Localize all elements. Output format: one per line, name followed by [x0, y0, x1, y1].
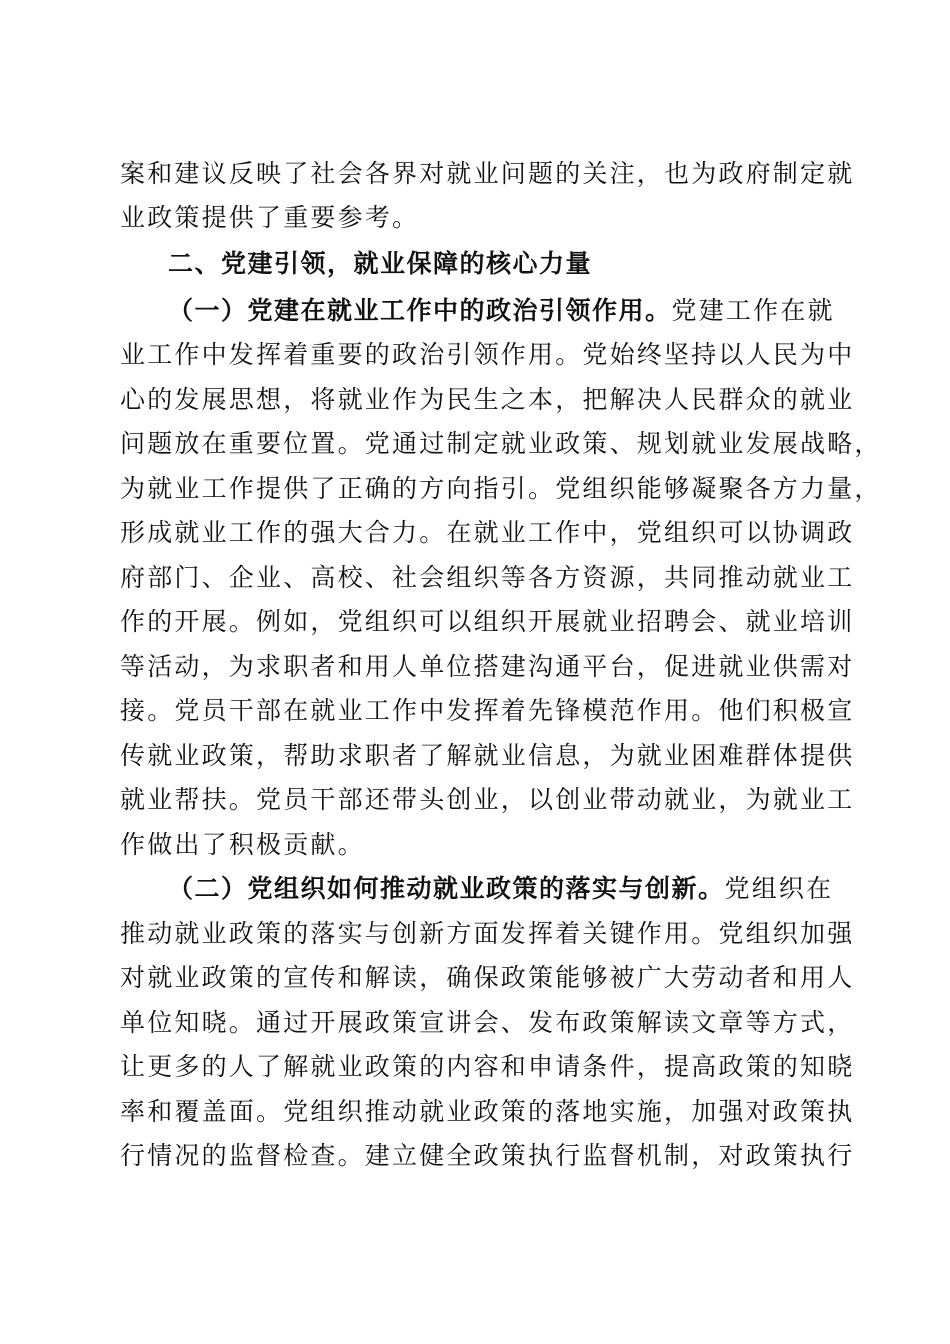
paragraph-line: 就业帮扶。党员干部还带头创业，以创业带动就业，为就业工	[120, 785, 855, 814]
paragraph-line: 行情况的监督检查。建立健全政策执行监督机制，对政策执行	[120, 1141, 855, 1170]
paragraph-text: 党建工作在就	[671, 296, 835, 325]
paragraph-line: 对就业政策的宣传和解读，确保政策能够被广大劳动者和用人	[120, 963, 855, 992]
paragraph-first-line	[168, 869, 832, 909]
paragraph-line: 作的开展。例如，党组织可以组织开展就业招聘会、就业培训	[120, 607, 855, 636]
paragraph-line: 作做出了积极贡献。	[120, 830, 365, 859]
paragraph-line: 让更多的人了解就业政策的内容和申请条件，提高政策的知晓	[120, 1052, 855, 1081]
paragraph-line: 问题放在重要位置。党通过制定就业政策、规划就业发展战略，	[120, 429, 882, 458]
paragraph-line: 推动就业政策的落实与创新方面发挥着关键作用。党组织加强	[120, 919, 855, 948]
section-heading: 二、党建引领，就业保障的核心力量	[168, 249, 593, 278]
paragraph-line: 接。党员干部在就业工作中发挥着先锋模范作用。他们积极宣	[120, 696, 855, 725]
paragraph-lead: （一）党建在就业工作中的政治引领作用。	[168, 296, 672, 325]
paragraph-line: 传就业政策，帮助求职者了解就业信息，为就业困难群体提供	[120, 741, 855, 770]
paragraph-line: 率和覆盖面。党组织推动就业政策的落地实施，加强对政策执	[120, 1097, 855, 1126]
paragraph-line: 案和建议反映了社会各界对就业问题的关注，也为政府制定就	[120, 159, 855, 188]
paragraph-line: 业政策提供了重要参考。	[120, 203, 420, 232]
paragraph-line: 为就业工作提供了正确的方向指引。党组织能够凝聚各方力量，	[120, 474, 882, 503]
paragraph-line: 等活动，为求职者和用人单位搭建沟通平台，促进就业供需对	[120, 652, 855, 681]
paragraph-line: 形成就业工作的强大合力。在就业工作中，党组织可以协调政	[120, 518, 855, 547]
paragraph-lead: （二）党组织如何推动就业政策的落实与创新。	[168, 874, 725, 903]
paragraph-line: 府部门、企业、高校、社会组织等各方资源，共同推动就业工	[120, 563, 855, 592]
paragraph-line: 单位知晓。通过开展政策宣讲会、发布政策解读文章等方式，	[120, 1008, 855, 1037]
paragraph-first-line	[168, 291, 835, 331]
paragraph-line: 业工作中发挥着重要的政治引领作用。党始终坚持以人民为中	[120, 340, 855, 369]
paragraph-text: 党组织在	[724, 874, 834, 903]
paragraph-line: 心的发展思想，将就业作为民生之本，把解决人民群众的就业	[120, 385, 855, 414]
